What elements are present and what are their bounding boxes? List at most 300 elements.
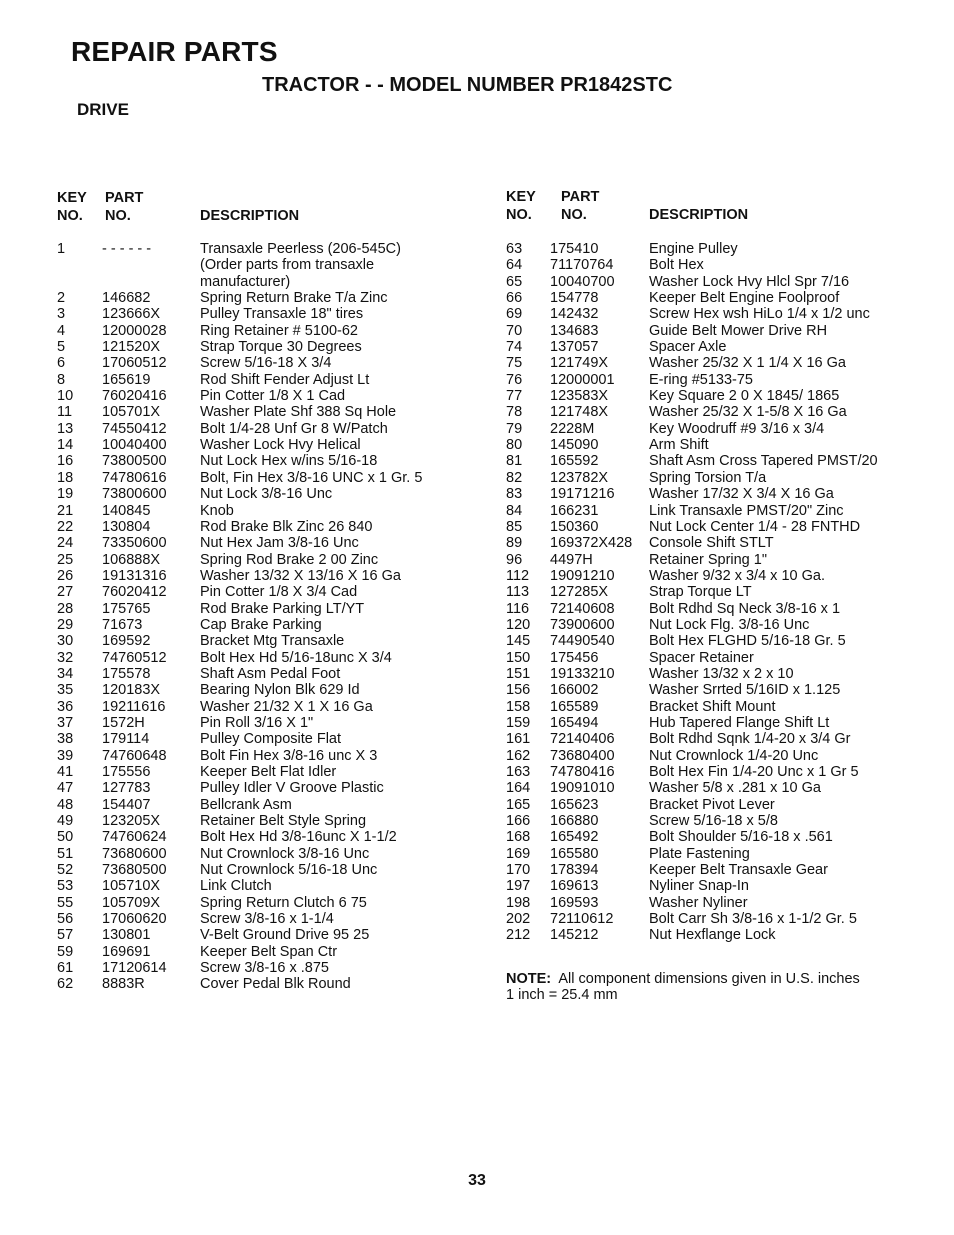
- key-no: 79: [506, 420, 523, 437]
- part-no: 130801: [102, 927, 151, 944]
- key-no: 3: [57, 306, 66, 323]
- part-description: Washer Plate Shf 388 Sq Hole: [200, 404, 397, 421]
- key-no: 64: [506, 257, 523, 274]
- part-no: 165589: [550, 698, 599, 715]
- part-description: Bolt Hex Hd 3/8-16unc X 1-1/2: [200, 829, 397, 846]
- part-no: 73800600: [102, 486, 167, 503]
- part-no: 106888X: [102, 551, 161, 568]
- part-no: 19131316: [102, 567, 167, 584]
- key-no: 76: [506, 371, 523, 388]
- part-description: Washer Srrted 5/16ID x 1.125: [649, 682, 841, 699]
- key-no: 212: [506, 927, 531, 944]
- part-no: 76020416: [102, 388, 167, 405]
- key-no: 1: [57, 241, 66, 257]
- key-no: 166: [506, 813, 531, 830]
- key-no: 11: [57, 404, 73, 421]
- key-no: 83: [506, 486, 523, 503]
- part-description: Arm Shift: [649, 437, 709, 454]
- part-no: 19171216: [550, 486, 615, 503]
- key-no: 84: [506, 502, 523, 519]
- part-no: 179114: [102, 731, 150, 748]
- part-no: 175556: [102, 764, 151, 780]
- part-description: Bellcrank Asm: [200, 796, 292, 813]
- part-no: 145090: [550, 437, 599, 454]
- key-no: 80: [506, 437, 523, 454]
- part-description: manufacturer): [200, 273, 291, 290]
- part-description: Pin Roll 3/16 X 1": [200, 714, 314, 731]
- part-description: Bracket Pivot Lever: [649, 796, 775, 813]
- key-no: 22: [57, 518, 74, 535]
- part-description: Spring Torsion T/a: [649, 469, 767, 486]
- part-no: 2228M: [550, 420, 595, 437]
- key-no: 69: [506, 306, 523, 323]
- parts-row: [506, 257, 926, 273]
- parts-row: [506, 927, 926, 943]
- key-no: 65: [506, 273, 523, 290]
- part-no: 134683: [550, 322, 599, 339]
- key-no: 116: [506, 600, 530, 617]
- parts-row: [506, 339, 926, 355]
- key-no: 164: [506, 780, 531, 797]
- part-description: Screw 3/8-16 x 1-1/4: [200, 911, 334, 928]
- parts-row: [506, 241, 926, 257]
- part-description: Rod Shift Fender Adjust Lt: [200, 371, 370, 388]
- key-no: 163: [506, 764, 531, 780]
- part-no: 166231: [550, 502, 599, 519]
- part-description: Pulley Idler V Groove Plastic: [200, 780, 384, 797]
- parts-row: [57, 535, 477, 551]
- right-description-header: DESCRIPTION: [649, 207, 749, 223]
- part-description: Keeper Belt Flat Idler: [200, 764, 337, 780]
- part-description: Pulley Composite Flat: [200, 731, 342, 748]
- part-description: Keeper Belt Transaxle Gear: [649, 862, 828, 879]
- key-no: 53: [57, 878, 74, 895]
- parts-row: [506, 274, 926, 290]
- part-no: 71673: [102, 616, 143, 633]
- part-no: 140845: [102, 502, 151, 519]
- part-description: Strap Torque LT: [649, 584, 752, 601]
- part-no: 72140608: [550, 600, 615, 617]
- key-no: 21: [57, 502, 74, 519]
- parts-row: [57, 748, 477, 764]
- part-description: Bracket Mtg Transaxle: [200, 633, 345, 650]
- key-no: 4: [57, 322, 66, 339]
- key-no: 150: [506, 649, 531, 666]
- part-no: 130804: [102, 518, 151, 535]
- parts-row: [506, 486, 926, 502]
- part-no: 73800500: [102, 453, 167, 470]
- parts-row: [506, 584, 926, 600]
- parts-row: [57, 650, 477, 666]
- part-no: 74780416: [550, 764, 615, 780]
- note-line-1: [506, 971, 906, 987]
- part-description: Ring Retainer # 5100-62: [200, 322, 358, 339]
- key-no: 28: [57, 600, 74, 617]
- parts-row: [57, 878, 477, 894]
- part-description: Nut Lock Flg. 3/8-16 Unc: [649, 616, 810, 633]
- part-description: Spring Return Clutch 6 75: [200, 894, 367, 911]
- part-no: 73680400: [550, 747, 615, 764]
- key-no: 14: [57, 437, 74, 454]
- part-no: 12000001: [550, 371, 615, 388]
- part-no: 120183X: [102, 682, 161, 699]
- part-no: 105709X: [102, 894, 161, 911]
- part-description: Key Woodruff #9 3/16 x 3/4: [649, 420, 825, 437]
- part-description: Knob: [200, 502, 234, 519]
- key-no: 19: [57, 486, 74, 503]
- part-no: 10040700: [550, 273, 615, 290]
- key-no: 13: [57, 420, 74, 437]
- parts-row: [506, 453, 926, 469]
- key-no: 41: [57, 764, 74, 780]
- key-no: 66: [506, 290, 523, 307]
- part-description: Nut Lock 3/8-16 Unc: [200, 486, 333, 503]
- part-description: Shaft Asm Pedal Foot: [200, 665, 341, 682]
- part-no: 169592: [102, 633, 151, 650]
- part-no: - - - - - -: [102, 241, 152, 257]
- parts-row: [57, 290, 477, 306]
- key-no: 151: [506, 665, 531, 682]
- key-no: 38: [57, 731, 74, 748]
- parts-row: [506, 421, 926, 437]
- part-no: 154407: [102, 796, 151, 813]
- parts-row: [506, 895, 926, 911]
- part-no: 19091010: [550, 780, 615, 797]
- parts-row: [57, 519, 477, 535]
- part-no: 73680600: [102, 845, 167, 862]
- part-description: Keeper Belt Span Ctr: [200, 943, 338, 960]
- part-no: 165619: [102, 371, 151, 388]
- part-description: Rod Brake Parking LT/YT: [200, 600, 365, 617]
- part-no: 74550412: [102, 420, 167, 437]
- left-parts-list: [57, 241, 477, 993]
- parts-row: [57, 944, 477, 960]
- parts-row: [57, 453, 477, 469]
- part-no: 76020412: [102, 584, 167, 601]
- part-description: Bolt Hex Fin 1/4-20 Unc x 1 Gr 5: [649, 764, 859, 780]
- key-no: 51: [57, 845, 74, 862]
- part-no: 73900600: [550, 616, 615, 633]
- parts-row: [57, 274, 477, 290]
- key-no: 81: [506, 453, 523, 470]
- parts-row: [57, 895, 477, 911]
- part-description: Bearing Nylon Blk 629 Id: [200, 682, 360, 699]
- part-description: Bolt 1/4-28 Unf Gr 8 W/Patch: [200, 420, 388, 437]
- part-no: 165492: [550, 829, 599, 846]
- part-description: Nut Crownlock 1/4-20 Unc: [649, 747, 819, 764]
- part-no: 105701X: [102, 404, 161, 421]
- part-no: 1572H: [102, 714, 145, 731]
- right-part-header: [561, 188, 599, 224]
- key-no: 47: [57, 780, 74, 797]
- parts-row: [506, 503, 926, 519]
- key-no: 37: [57, 714, 74, 731]
- part-no: 121520X: [102, 339, 161, 356]
- key-no: 170: [506, 862, 531, 879]
- key-no: 30: [57, 633, 74, 650]
- parts-row: [506, 911, 926, 927]
- parts-row: [506, 699, 926, 715]
- part-no: 17060620: [102, 911, 167, 928]
- part-description: Washer 9/32 x 3/4 x 10 Ga.: [649, 567, 825, 584]
- parts-row: [57, 666, 477, 682]
- parts-row: [57, 633, 477, 649]
- parts-row: [57, 355, 477, 371]
- parts-row: [506, 650, 926, 666]
- key-no: 78: [506, 404, 523, 421]
- key-no: 70: [506, 322, 523, 339]
- parts-row: [57, 584, 477, 600]
- key-no: 85: [506, 518, 523, 535]
- part-no: 178394: [550, 862, 599, 879]
- parts-row: [57, 731, 477, 747]
- part-description: (Order parts from transaxle: [200, 257, 375, 274]
- parts-row: [506, 290, 926, 306]
- key-no: 35: [57, 682, 74, 699]
- parts-row: [506, 715, 926, 731]
- parts-row: [506, 846, 926, 862]
- note-text: All component dimensions given in U.S. inches: [558, 971, 860, 987]
- part-description: Spring Rod Brake 2 00 Zinc: [200, 551, 379, 568]
- key-no: 48: [57, 796, 74, 813]
- key-no: 27: [57, 584, 74, 601]
- key-no: 120: [506, 616, 531, 633]
- part-description: Nut Hexflange Lock: [649, 927, 776, 944]
- part-description: Bolt Hex Hd 5/16-18unc X 3/4: [200, 649, 392, 666]
- left-part-header: [105, 189, 143, 225]
- part-no: 74760624: [102, 829, 167, 846]
- part-description: Nut Crownlock 3/8-16 Unc: [200, 845, 370, 862]
- part-no: 121748X: [550, 404, 609, 421]
- part-no: 137057: [550, 339, 599, 356]
- key-no: 162: [506, 747, 531, 764]
- key-no: 52: [57, 862, 74, 879]
- key-no: 16: [57, 453, 74, 470]
- key-no: 18: [57, 469, 74, 486]
- part-no: 123782X: [550, 469, 609, 486]
- part-no: 8883R: [102, 976, 145, 993]
- key-no: 49: [57, 813, 74, 830]
- part-no: 169372X428: [550, 535, 633, 552]
- page-number: 33: [468, 1172, 486, 1189]
- part-no: 169691: [102, 943, 151, 960]
- key-no: 113: [506, 584, 530, 601]
- parts-row: [506, 829, 926, 845]
- parts-row: [506, 878, 926, 894]
- parts-row: [506, 797, 926, 813]
- part-no: 175456: [550, 649, 599, 666]
- part-description: Key Square 2 0 X 1845/ 1865: [649, 388, 840, 405]
- part-no: 19211616: [102, 698, 166, 715]
- left-part-header-line2: NO.: [105, 208, 131, 224]
- part-description: Link Transaxle PMST/20" Zinc: [649, 502, 844, 519]
- parts-row: [57, 503, 477, 519]
- part-no: 19091210: [550, 567, 615, 584]
- part-description: Bolt Rdhd Sqnk 1/4-20 x 3/4 Gr: [649, 731, 851, 748]
- parts-row: [57, 862, 477, 878]
- part-no: 175578: [102, 665, 151, 682]
- part-description: Cover Pedal Blk Round: [200, 976, 351, 993]
- part-no: 123583X: [550, 388, 609, 405]
- part-description: Pin Cotter 1/8 X 3/4 Cad: [200, 584, 358, 601]
- parts-row: [57, 927, 477, 943]
- key-no: 145: [506, 633, 531, 650]
- part-no: 17060512: [102, 355, 167, 372]
- parts-row: [57, 829, 477, 845]
- part-no: 142432: [550, 306, 599, 323]
- part-description: Transaxle Peerless (206-545C): [200, 241, 401, 257]
- parts-row: [57, 388, 477, 404]
- part-description: Shaft Asm Cross Tapered PMST/20: [649, 453, 878, 470]
- part-description: Cap Brake Parking: [200, 616, 322, 633]
- parts-row: [506, 813, 926, 829]
- part-description: Spacer Axle: [649, 339, 727, 356]
- key-no: 197: [506, 878, 531, 895]
- part-description: Nut Lock Hex w/ins 5/16-18: [200, 453, 378, 470]
- parts-row: [57, 257, 477, 273]
- parts-row: [57, 764, 477, 780]
- key-no: 10: [57, 388, 74, 405]
- key-no: 89: [506, 535, 523, 552]
- key-no: 57: [57, 927, 74, 944]
- parts-row: [57, 715, 477, 731]
- parts-row: [57, 846, 477, 862]
- left-key-header-line1: KEY: [57, 190, 87, 206]
- parts-row: [57, 568, 477, 584]
- parts-row: [506, 372, 926, 388]
- parts-row: [57, 976, 477, 992]
- dimensions-note: [506, 971, 906, 1003]
- key-no: 5: [57, 339, 66, 356]
- parts-row: [57, 601, 477, 617]
- parts-row: [57, 797, 477, 813]
- part-no: 121749X: [550, 355, 609, 372]
- part-description: Rod Brake Blk Zinc 26 840: [200, 518, 373, 535]
- part-no: 72140406: [550, 731, 615, 748]
- part-no: 74490540: [550, 633, 615, 650]
- parts-row: [506, 862, 926, 878]
- parts-row: [506, 682, 926, 698]
- part-description: Plate Fastening: [649, 845, 750, 862]
- part-description: Washer 13/32 x 2 x 10: [649, 665, 794, 682]
- part-description: Keeper Belt Engine Foolproof: [649, 290, 840, 307]
- part-description: Nut Lock Center 1/4 - 28 FNTHD: [649, 518, 861, 535]
- parts-row: [506, 355, 926, 371]
- part-description: V-Belt Ground Drive 95 25: [200, 927, 370, 944]
- part-no: 154778: [550, 290, 599, 307]
- section-heading: DRIVE: [77, 100, 129, 119]
- parts-row: [57, 339, 477, 355]
- parts-row: [506, 519, 926, 535]
- part-no: 165494: [550, 714, 599, 731]
- part-description: Bolt Carr Sh 3/8-16 x 1-1/2 Gr. 5: [649, 911, 857, 928]
- parts-row: [57, 421, 477, 437]
- key-no: 156: [506, 682, 531, 699]
- part-description: Bolt Rdhd Sq Neck 3/8-16 x 1: [649, 600, 841, 617]
- right-key-header-line2: NO.: [506, 207, 532, 223]
- part-no: 123205X: [102, 813, 161, 830]
- parts-row: [506, 764, 926, 780]
- parts-row: [57, 699, 477, 715]
- part-description: E-ring #5133-75: [649, 371, 753, 388]
- part-description: Screw 3/8-16 x .875: [200, 960, 329, 977]
- key-no: 2: [57, 290, 66, 307]
- parts-row: [57, 323, 477, 339]
- key-no: 36: [57, 698, 74, 715]
- right-key-header: [506, 188, 536, 224]
- parts-row: [506, 601, 926, 617]
- part-no: 145212: [550, 927, 599, 944]
- page-title: REPAIR PARTS: [71, 36, 278, 67]
- part-no: 175765: [102, 600, 151, 617]
- part-description: Console Shift STLT: [649, 535, 774, 552]
- part-description: Bracket Shift Mount: [649, 698, 776, 715]
- part-description: Retainer Spring 1": [649, 551, 767, 568]
- part-description: Bolt Shoulder 5/16-18 x .561: [649, 829, 833, 846]
- part-no: 127783: [102, 780, 151, 797]
- part-description: Hub Tapered Flange Shift Lt: [649, 714, 830, 731]
- key-no: 32: [57, 649, 74, 666]
- part-description: Bolt Hex: [649, 257, 704, 274]
- part-description: Link Clutch: [200, 878, 272, 895]
- key-no: 50: [57, 829, 74, 846]
- key-no: 202: [506, 911, 531, 928]
- part-no: 169613: [550, 878, 599, 895]
- note-label: NOTE:: [506, 971, 552, 987]
- key-no: 25: [57, 551, 74, 568]
- parts-row: [506, 748, 926, 764]
- part-description: Bolt, Fin Hex 3/8-16 UNC x 1 Gr. 5: [200, 469, 423, 486]
- parts-row: [506, 323, 926, 339]
- left-part-header-line1: PART: [105, 190, 144, 206]
- key-no: 168: [506, 829, 531, 846]
- part-description: Strap Torque 30 Degrees: [200, 339, 362, 356]
- key-no: 165: [506, 796, 531, 813]
- part-no: 127285X: [550, 584, 609, 601]
- parts-row: [57, 470, 477, 486]
- parts-row: [506, 731, 926, 747]
- part-description: Retainer Belt Style Spring: [200, 813, 367, 830]
- right-part-header-line1: PART: [561, 189, 600, 205]
- key-no: 82: [506, 469, 523, 486]
- parts-row: [57, 241, 477, 257]
- part-description: Engine Pulley: [649, 241, 738, 257]
- key-no: 77: [506, 388, 523, 405]
- part-no: 146682: [102, 290, 151, 307]
- part-description: Pulley Transaxle 18" tires: [200, 306, 364, 323]
- part-description: Bolt Hex FLGHD 5/16-18 Gr. 5: [649, 633, 846, 650]
- left-description-header: DESCRIPTION: [200, 208, 300, 224]
- parts-row: [506, 437, 926, 453]
- key-no: 39: [57, 747, 74, 764]
- key-no: 56: [57, 911, 74, 928]
- parts-row: [57, 780, 477, 796]
- parts-row: [57, 682, 477, 698]
- key-no: 96: [506, 551, 523, 568]
- parts-row: [506, 633, 926, 649]
- part-description: Screw Hex wsh HiLo 1/4 x 1/2 unc: [649, 306, 870, 323]
- key-no: 198: [506, 894, 531, 911]
- parts-row: [57, 552, 477, 568]
- parts-row: [57, 617, 477, 633]
- parts-row: [57, 813, 477, 829]
- part-no: 123666X: [102, 306, 161, 323]
- parts-row: [506, 388, 926, 404]
- part-no: 71170764: [550, 257, 614, 274]
- key-no: 169: [506, 845, 531, 862]
- part-description: Washer Lock Hvy Helical: [200, 437, 361, 454]
- parts-row: [506, 404, 926, 420]
